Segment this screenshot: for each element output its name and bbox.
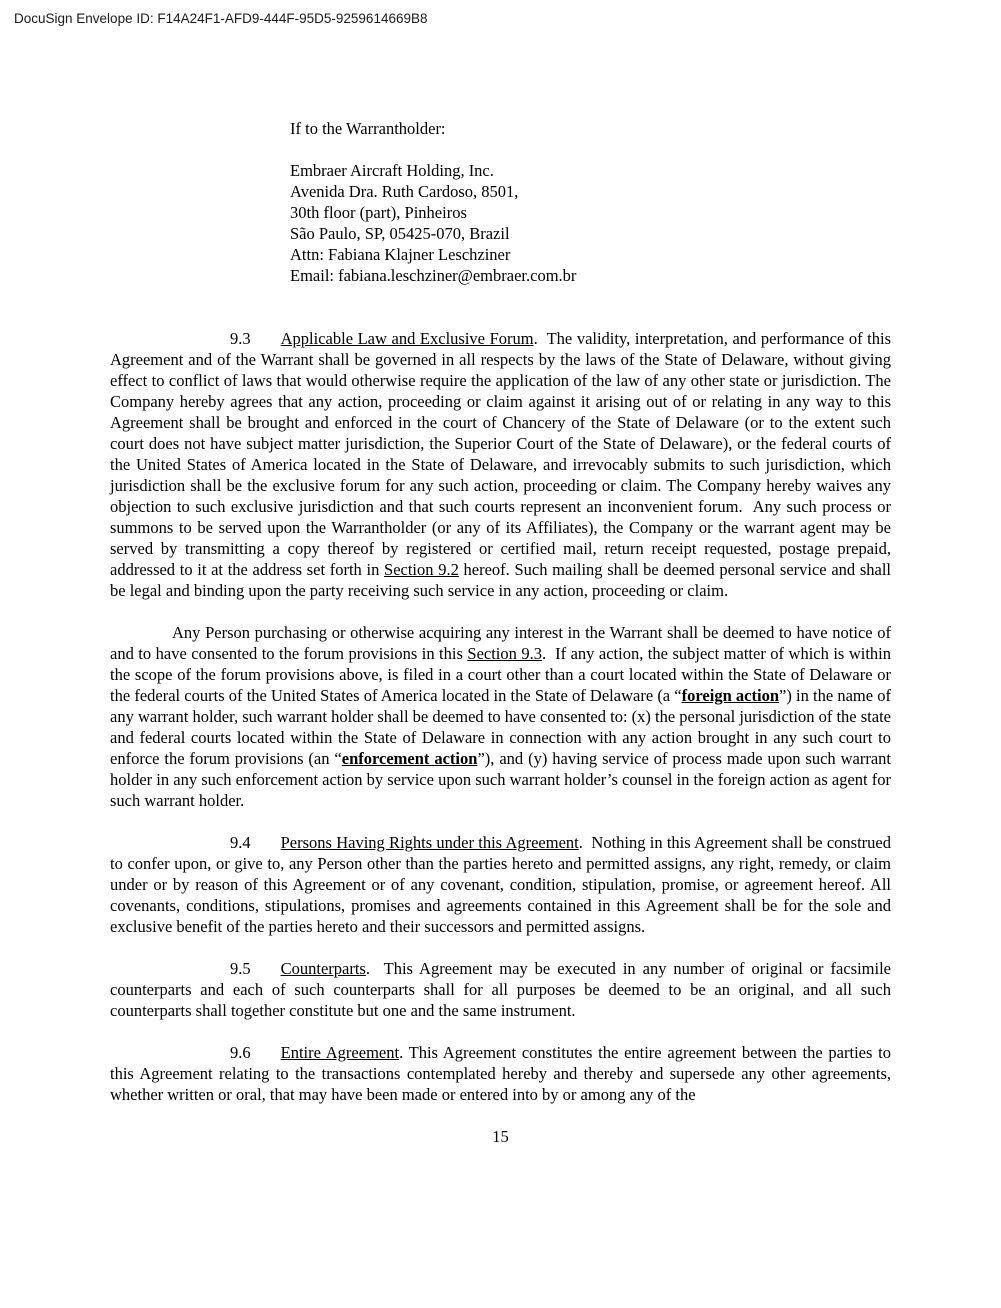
address-intro-line: If to the Warrantholder: — [290, 119, 446, 138]
document-body — [110, 118, 896, 1105]
paragraph-section-9-5-counterparts: 9.5 Counterparts. This Agreement may be executed in any number of original or facsimile counterparts and each of such counterparts shall for all purposes be deemed to be an original, and all such counterparts shall together constitute but one and the same instrument. — [110, 959, 896, 1020]
paragraph-forum-consent: Any Person purchasing or otherwise acquiring any interest in the Warrant shall be deemed to have notice of and to have consented to the forum provisions in this Section 9.3. If any action, the subject matter of which is within the scope of the forum provisions above, is filed in a court other than a court located within the State of Delaware or the federal courts of the United States of America located in the State of Delaware (a “foreign action”) in the name of any warrant holder, such warrant holder shall be deemed to have consented to: (x) the personal jurisdiction of the state and federal courts located within the State of Delaware in connection with any action brought in any such court to enforce the forum provisions (an “enforcement action”), and (y) having service of process made upon such warrant holder in any such enforcement action by service upon such warrant holder’s counsel in the foreign action as agent for such warrant holder. — [110, 623, 896, 810]
warrantholder-notice-address — [290, 118, 891, 286]
address-email-line: Email: fabiana.leschziner@embraer.com.br — [290, 266, 577, 285]
docusign-envelope-id: DocuSign Envelope ID: F14A24F1-AFD9-444F-95D5-9259614669B8 — [14, 11, 428, 26]
page-number: 15 — [492, 1127, 509, 1146]
address-attn-line: Attn: Fabiana Klajner Leschziner — [290, 245, 511, 264]
paragraph-section-9-3-applicable-law: 9.3 Applicable Law and Exclusive Forum. The validity, interpretation, and performance of this Agreement and of the Warrant shall be governed in all respects by the laws of the State of Delaware, without giving effect to conflict of laws that would otherwise require the application of the law of any other state or jurisdiction. The Company hereby agrees that any action, proceeding or claim against it arising out of or relating in any way to this Agreement shall be brought and enforced in the court of Chancery of the State of Delaware (or to the extent such court does not have subject matter jurisdiction, the Superior Court of the State of Delaware), or the federal courts of the United States of America located in the State of Delaware, and irrevocably submits to such jurisdiction, which jurisdiction shall be the exclusive forum for any such action, proceeding or claim. The Company hereby waives any objection to such exclusive jurisdiction and that such courts represent an inconvenient forum. Any such process or summons to be served upon the Warrantholder (or any of its Affiliates), the Company or the warrant agent may be served by transmitting a copy thereof by registered or certified mail, return receipt requested, postage prepaid, addressed to it at the address set forth in Section 9.2 hereof. Such mailing shall be deemed personal service and shall be legal and binding upon the party receiving such service in any action, proceeding or claim. — [110, 329, 896, 600]
address-street-line: Avenida Dra. Ruth Cardoso, 8501, — [290, 182, 519, 201]
paragraph-section-9-4-persons-having-rights: 9.4 Persons Having Rights under this Agreement. Nothing in this Agreement shall be construed to confer upon, or give to, any Person other than the parties hereto and permitted assigns, any right, remedy, or claim under or by reason of this Agreement or of any covenant, condition, stipulation, promise, or agreement hereof. All covenants, conditions, stipulations, promises and agreements contained in this Agreement shall be for the sole and exclusive benefit of the parties hereto and their successors and permitted assigns. — [110, 833, 896, 936]
address-city-line: São Paulo, SP, 05425-070, Brazil — [290, 224, 510, 243]
address-floor-line: 30th floor (part), Pinheiros — [290, 203, 467, 222]
address-company-line: Embraer Aircraft Holding, Inc. — [290, 161, 494, 180]
paragraph-section-9-6-entire-agreement: 9.6 Entire Agreement. This Agreement constitutes the entire agreement between the parties to this Agreement relating to the transactions contemplated hereby and thereby and supersede any other agreements, whether written or oral, that may have been made or entered into by or among any of the — [110, 1043, 896, 1104]
